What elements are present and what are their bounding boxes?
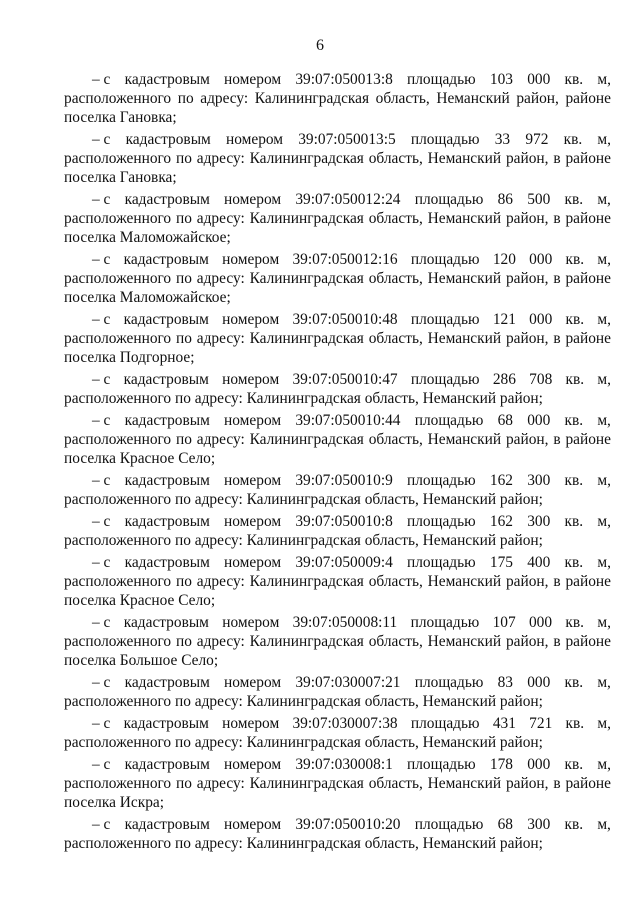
- word: 000: [527, 412, 551, 429]
- text-line: [64, 89, 611, 108]
- text-line: [64, 572, 611, 591]
- word: Калининградская: [249, 573, 364, 590]
- word: область,: [368, 431, 423, 448]
- word: кадастровым: [123, 311, 209, 328]
- word: площадью: [414, 816, 484, 833]
- address-line: расположенного по адресу: Калининградская область, Неманский район;: [64, 734, 543, 751]
- word: 39:07:050012:16: [292, 251, 398, 268]
- settlement-line: поселка Подгорное;: [64, 349, 195, 366]
- word: область,: [368, 270, 423, 287]
- word: 300: [527, 816, 551, 833]
- word: районе: [565, 775, 611, 792]
- settlement-line: поселка Гановка;: [64, 109, 177, 126]
- word: 86: [497, 191, 513, 208]
- word: м,: [597, 756, 611, 773]
- word: кадастровым: [124, 513, 210, 530]
- text-line: [64, 430, 611, 449]
- text-line: [64, 755, 611, 774]
- address-line: расположенного по адресу: Калининградская область, Неманский район;: [64, 532, 543, 549]
- word: м,: [597, 472, 611, 489]
- word: в: [553, 573, 561, 590]
- word: районе: [565, 330, 611, 347]
- settlement-line: поселка Искра;: [64, 794, 164, 811]
- word: Неманский: [427, 431, 502, 448]
- cadastral-list-item: [64, 673, 611, 711]
- word: в: [553, 431, 561, 448]
- word: адресу:: [196, 633, 245, 650]
- word: район,: [516, 90, 559, 107]
- word: район,: [505, 633, 549, 650]
- word: площадью: [407, 472, 476, 489]
- word: расположенного: [64, 210, 172, 227]
- cadastral-list-item: [64, 411, 611, 468]
- word: площадью: [414, 674, 484, 691]
- word: площадью: [407, 513, 476, 530]
- text-line: [64, 130, 611, 149]
- word: адресу:: [196, 150, 245, 167]
- cadastral-list-item: [64, 471, 611, 509]
- word: – с: [92, 472, 111, 489]
- word: м,: [597, 191, 611, 208]
- word: район,: [505, 775, 549, 792]
- text-line: [64, 310, 611, 329]
- word: 39:07:050010:48: [292, 311, 398, 328]
- text-line: [64, 512, 611, 531]
- word: 175: [489, 554, 513, 571]
- word: район,: [505, 330, 549, 347]
- word: Неманский: [427, 150, 502, 167]
- cadastral-list-item: [64, 370, 611, 408]
- word: 000: [529, 311, 553, 328]
- text-line: [64, 613, 611, 632]
- word: кадастровым: [123, 371, 209, 388]
- word: м,: [597, 371, 611, 388]
- word: в: [553, 210, 561, 227]
- word: в: [553, 150, 561, 167]
- word: номером: [224, 816, 282, 833]
- word: м,: [597, 715, 611, 732]
- word: кадастровым: [124, 816, 210, 833]
- word: по: [175, 573, 192, 590]
- word: Калининградская: [249, 431, 364, 448]
- word: номером: [222, 311, 280, 328]
- text-line: [64, 329, 611, 348]
- word: – с: [92, 554, 111, 571]
- word: м,: [597, 614, 611, 631]
- word: площадью: [410, 251, 480, 268]
- word: Неманский: [427, 330, 502, 347]
- word: м,: [597, 311, 611, 328]
- word: площадью: [410, 131, 480, 148]
- word: кв.: [565, 251, 585, 268]
- word: расположенного: [64, 573, 172, 590]
- word: 39:07:030007:21: [295, 674, 401, 691]
- word: 162: [489, 472, 513, 489]
- word: 39:07:050010:20: [295, 816, 401, 833]
- word: – с: [92, 614, 111, 631]
- word: номером: [222, 715, 280, 732]
- settlement-line: поселка Красное Село;: [64, 592, 216, 609]
- word: Калининградская: [249, 150, 364, 167]
- text-line: [64, 632, 611, 651]
- word: 39:07:050010:9: [295, 472, 393, 489]
- word: 721: [529, 715, 553, 732]
- word: м,: [597, 513, 611, 530]
- word: 708: [529, 371, 553, 388]
- word: в: [553, 633, 561, 650]
- word: кадастровым: [124, 472, 210, 489]
- word: область,: [368, 330, 423, 347]
- cadastral-list-item: [64, 755, 611, 812]
- address-line: расположенного по адресу: Калининградская область, Неманский район;: [64, 491, 543, 508]
- word: 107: [492, 614, 516, 631]
- word: адресу:: [196, 210, 245, 227]
- text-line: [64, 250, 611, 269]
- word: по: [175, 330, 192, 347]
- word: 431: [492, 715, 516, 732]
- word: адресу:: [196, 330, 245, 347]
- word: район,: [505, 431, 549, 448]
- word: расположенного: [64, 270, 172, 287]
- word: районе: [565, 270, 611, 287]
- page-number: 6: [316, 37, 324, 54]
- word: кв.: [565, 614, 584, 631]
- word: Калининградская: [254, 90, 370, 107]
- word: Неманский: [427, 270, 502, 287]
- word: Неманский: [427, 775, 502, 792]
- word: м,: [597, 412, 611, 429]
- word: в: [553, 330, 561, 347]
- text-line: [64, 190, 611, 209]
- word: адресу:: [196, 431, 245, 448]
- cadastral-list-item: [64, 310, 611, 367]
- word: номером: [224, 191, 282, 208]
- word: район,: [505, 210, 549, 227]
- word: кадастровым: [125, 131, 211, 148]
- text-line: [64, 209, 611, 228]
- word: кадастровым: [124, 674, 210, 691]
- address-line: расположенного по адресу: Калининградская область, Неманский район;: [64, 693, 543, 710]
- address-line: расположенного по адресу: Калининградская область, Неманский район;: [64, 390, 543, 407]
- word: Неманский: [427, 573, 502, 590]
- text-line: [64, 149, 611, 168]
- text-line: [64, 714, 611, 733]
- word: Калининградская: [249, 633, 364, 650]
- word: площадью: [407, 756, 476, 773]
- word: адресу:: [200, 90, 249, 107]
- word: 68: [497, 412, 513, 429]
- text-line: [64, 774, 611, 793]
- word: 39:07:050010:8: [295, 513, 393, 530]
- word: кв.: [565, 371, 585, 388]
- word: 000: [528, 614, 553, 631]
- word: кв.: [565, 715, 585, 732]
- text-line: [64, 411, 611, 430]
- word: район,: [505, 270, 549, 287]
- text-line: [64, 673, 611, 692]
- word: 39:07:050010:47: [292, 371, 398, 388]
- word: номером: [224, 472, 282, 489]
- word: кв.: [564, 756, 584, 773]
- word: кв.: [565, 311, 585, 328]
- word: 39:07:030008:1: [295, 756, 393, 773]
- word: номером: [224, 674, 282, 691]
- word: кадастровым: [124, 71, 210, 88]
- word: область,: [368, 573, 423, 590]
- document-body: [64, 70, 611, 856]
- word: по: [175, 210, 192, 227]
- word: 500: [527, 191, 551, 208]
- word: номером: [222, 614, 280, 631]
- word: площадью: [407, 71, 476, 88]
- word: кадастровым: [124, 554, 210, 571]
- word: 121: [492, 311, 516, 328]
- word: м,: [597, 131, 611, 148]
- word: область,: [368, 633, 423, 650]
- word: 39:07:050013:8: [295, 71, 393, 88]
- word: номером: [225, 131, 284, 148]
- text-line: [64, 815, 611, 834]
- word: кв.: [564, 191, 584, 208]
- cadastral-list-item: [64, 613, 611, 670]
- word: кв.: [564, 472, 584, 489]
- word: – с: [92, 715, 111, 732]
- word: по: [175, 150, 192, 167]
- word: 39:07:050010:44: [295, 412, 401, 429]
- word: расположенного: [64, 775, 172, 792]
- word: область,: [368, 150, 423, 167]
- word: расположенного: [64, 633, 172, 650]
- word: район,: [505, 150, 549, 167]
- word: адресу:: [196, 573, 245, 590]
- settlement-line: поселка Большое Село;: [64, 652, 219, 669]
- word: кв.: [564, 816, 584, 833]
- word: 162: [489, 513, 513, 530]
- word: номером: [222, 371, 280, 388]
- word: по: [175, 270, 192, 287]
- word: районе: [565, 573, 611, 590]
- text-line: [64, 471, 611, 490]
- word: кадастровым: [123, 715, 209, 732]
- word: адресу:: [196, 775, 245, 792]
- word: кв.: [564, 674, 584, 691]
- word: Калининградская: [249, 270, 364, 287]
- word: 83: [497, 674, 513, 691]
- word: в: [553, 270, 561, 287]
- cadastral-list-item: [64, 250, 611, 307]
- word: в: [553, 775, 561, 792]
- word: кадастровым: [123, 251, 209, 268]
- word: 33: [494, 131, 511, 148]
- word: по: [175, 431, 192, 448]
- word: районе: [565, 90, 611, 107]
- word: кв.: [564, 554, 584, 571]
- word: м,: [597, 251, 611, 268]
- cadastral-list-item: [64, 553, 611, 610]
- word: кв.: [564, 71, 584, 88]
- word: кв.: [564, 412, 584, 429]
- word: – с: [92, 412, 111, 429]
- word: – с: [92, 371, 111, 388]
- word: Неманский: [427, 633, 502, 650]
- word: номером: [224, 756, 282, 773]
- word: по: [177, 90, 194, 107]
- word: адресу:: [196, 270, 245, 287]
- cadastral-list-item: [64, 815, 611, 853]
- word: – с: [92, 816, 111, 833]
- word: районе: [565, 210, 611, 227]
- word: номером: [224, 71, 282, 88]
- word: 286: [492, 371, 516, 388]
- word: 300: [527, 513, 551, 530]
- word: площадью: [410, 715, 480, 732]
- word: – с: [92, 71, 111, 88]
- cadastral-list-item: [64, 190, 611, 247]
- word: расположенного: [64, 150, 172, 167]
- word: районе: [565, 150, 611, 167]
- text-line: [64, 70, 611, 89]
- word: 178: [489, 756, 513, 773]
- word: расположенного: [64, 431, 172, 448]
- word: м,: [597, 71, 611, 88]
- word: расположенного: [64, 90, 172, 107]
- word: номером: [222, 251, 280, 268]
- word: кв.: [563, 131, 583, 148]
- word: район,: [505, 573, 549, 590]
- word: область,: [368, 210, 423, 227]
- word: площадью: [410, 371, 480, 388]
- word: 300: [527, 472, 551, 489]
- word: область,: [375, 90, 430, 107]
- word: площадью: [410, 311, 480, 328]
- word: по: [175, 775, 192, 792]
- word: Калининградская: [249, 330, 364, 347]
- word: – с: [92, 251, 111, 268]
- word: Неманский: [436, 90, 510, 107]
- settlement-line: поселка Маломожайское;: [64, 229, 231, 246]
- address-line: расположенного по адресу: Калининградская область, Неманский район;: [64, 835, 543, 852]
- word: Калининградская: [249, 775, 364, 792]
- cadastral-list-item: [64, 714, 611, 752]
- word: 972: [525, 131, 549, 148]
- word: площадью: [414, 412, 484, 429]
- cadastral-list-item: [64, 130, 611, 187]
- word: площадью: [407, 554, 476, 571]
- word: номером: [224, 412, 282, 429]
- word: м,: [597, 816, 611, 833]
- word: районе: [565, 431, 611, 448]
- word: расположенного: [64, 330, 172, 347]
- word: площадью: [414, 191, 484, 208]
- word: районе: [565, 633, 611, 650]
- word: м,: [597, 554, 611, 571]
- word: 000: [529, 251, 553, 268]
- word: м,: [597, 674, 611, 691]
- word: 39:07:050012:24: [295, 191, 401, 208]
- word: 68: [497, 816, 513, 833]
- settlement-line: поселка Гановка;: [64, 169, 177, 186]
- word: 39:07:030007:38: [292, 715, 398, 732]
- word: кадастровым: [123, 614, 209, 631]
- text-line: [64, 553, 611, 572]
- word: кадастровым: [124, 412, 210, 429]
- word: – с: [92, 311, 111, 328]
- word: 000: [527, 71, 551, 88]
- settlement-line: поселка Красное Село;: [64, 450, 216, 467]
- word: 400: [527, 554, 551, 571]
- word: – с: [92, 131, 111, 148]
- word: – с: [92, 674, 111, 691]
- word: – с: [92, 191, 111, 208]
- word: 39:07:050013:5: [298, 131, 396, 148]
- word: – с: [92, 513, 111, 530]
- word: по: [175, 633, 192, 650]
- settlement-line: поселка Маломожайское;: [64, 289, 231, 306]
- word: кадастровым: [124, 191, 210, 208]
- word: область,: [368, 775, 423, 792]
- word: Калининградская: [249, 210, 364, 227]
- text-line: [64, 269, 611, 288]
- word: номером: [224, 554, 282, 571]
- word: 120: [492, 251, 516, 268]
- word: площадью: [410, 614, 480, 631]
- word: кв.: [564, 513, 584, 530]
- cadastral-list-item: [64, 70, 611, 127]
- word: – с: [92, 756, 111, 773]
- word: 000: [527, 756, 551, 773]
- text-line: [64, 370, 611, 389]
- word: Неманский: [427, 210, 502, 227]
- word: 39:07:050008:11: [292, 614, 398, 631]
- cadastral-list-item: [64, 512, 611, 550]
- word: кадастровым: [124, 756, 210, 773]
- word: номером: [224, 513, 282, 530]
- word: 103: [489, 71, 513, 88]
- word: 39:07:050009:4: [295, 554, 393, 571]
- word: 000: [527, 674, 551, 691]
